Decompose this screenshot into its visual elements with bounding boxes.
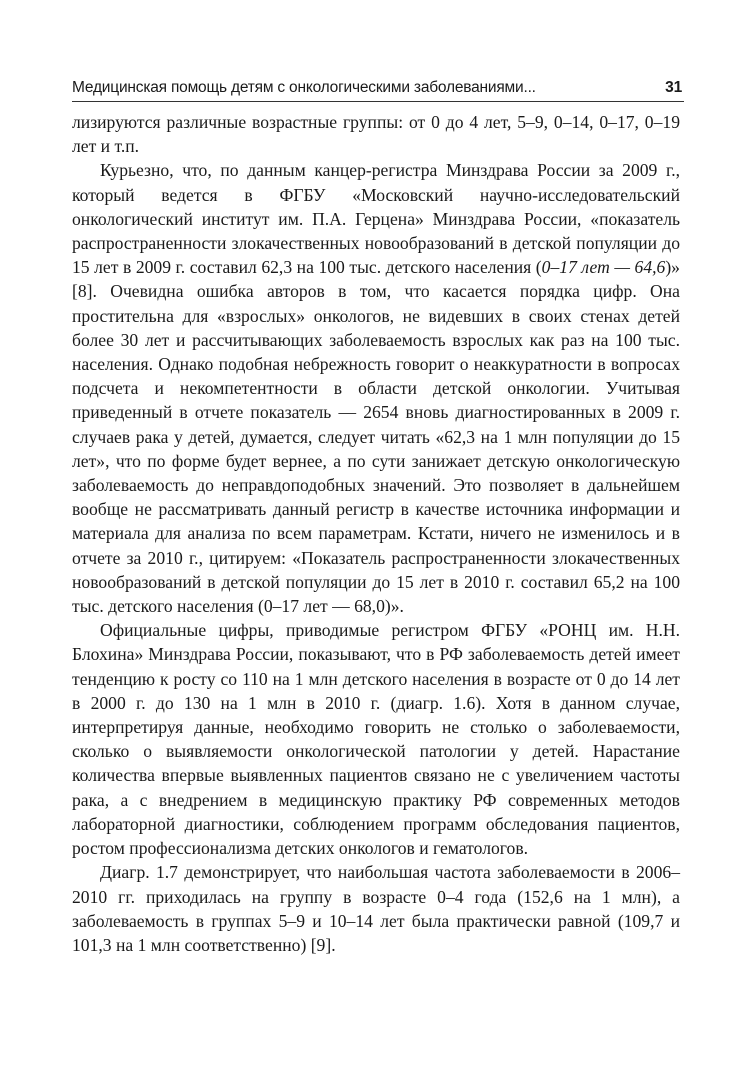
page-number: 31	[665, 79, 682, 96]
italic-quote: 0–17 лет — 64,6	[541, 257, 666, 278]
paragraph-cancer-registry	[72, 158, 680, 618]
paragraph-text: )» [8]. Очевидна ошибка авторов в том, что касается порядка цифр. Она простительна для «взрослых» онкологов, не видевших в своих стенах детей более 30 лет и рассчитывающих заболеваемость взрослых как раз на 100 тыс. населения. Однако подобная небрежность говорит о неаккуратности в вопросах подсчета и некомпетентности в области детской онкологии. Учитывая приведенный в отчете показатель — 2654 вновь диагностированных в 2009 г. случаев рака у детей, думается, следует читать «62,3 на 1 млн популяции до 15 лет», что по форме будет вернее, а по сути занижает детскую онкологическую заболеваемость до неправдоподобных значений. Это позволяет в дальнейшем вообще не рассматривать данный регистр в качестве источника информации и материала для анализа по всем параметрам. Кстати, ничего не изменилось и в отчете за 2010 г., цитируем: «Показатель распространенности злокачественных новообразований в детской популяции до 15 лет в 2010 г. составил 65,2 на 100 тыс. детского населения (0–17 лет — 68,0)».	[72, 257, 680, 617]
paragraph-text: Курьезно, что, по данным канцер-регистра Минздрава России за 2009 г., который ведется в ФГБУ «Московский научно-исследовательский онкологический институт им. П.А. Герцена» Минздрава России, «показатель распространенности злокачественных новообразований в детской популяции до 15 лет в 2009 г. составил 62,3 на 100 тыс. детского населения (	[72, 160, 680, 278]
paragraph-continuation: лизируются различные возрастные группы: от 0 до 4 лет, 5–9, 0–14, 0–17, 0–19 лет и т.п.	[72, 112, 680, 157]
paragraph-diagram-1-7: Диагр. 1.7 демонстрирует, что наибольшая частота заболеваемости в 2006–2010 гг. приходилась на группу в возрасте 0–4 года (152,6 на 1 млн), а заболеваемость в группах 5–9 и 10–14 лет была практически равной (109,7 и 101,3 на 1 млн соответственно) [9].	[72, 862, 680, 955]
paragraph-official-figures: Официальные цифры, приводимые регистром ФГБУ «РОНЦ им. Н.Н. Блохина» Минздрава России, показывают, что в РФ заболеваемость детей имеет тенденцию к росту со 110 на 1 млн детского населения в возрасте от 0 до 14 лет в 2000 г. до 130 на 1 млн в 2010 г. (диагр. 1.6). Хотя в данном случае, интерпретируя данные, необходимо говорить не столько о заболеваемости, сколько о выявляемости онкологической патологии у детей. Нарастание количества впервые выявленных пациентов связано не с увеличением частоты рака, а с внедрением в медицинскую практику РФ современных методов лабораторной диагностики, соблюдением программ обследования пациентов, ростом профессионализма детских онкологов и гематологов.	[72, 620, 680, 859]
header-rule	[72, 101, 684, 102]
body-text	[72, 110, 680, 957]
running-header-title: Медицинская помощь детям с онкологическими заболеваниями...	[72, 79, 536, 96]
